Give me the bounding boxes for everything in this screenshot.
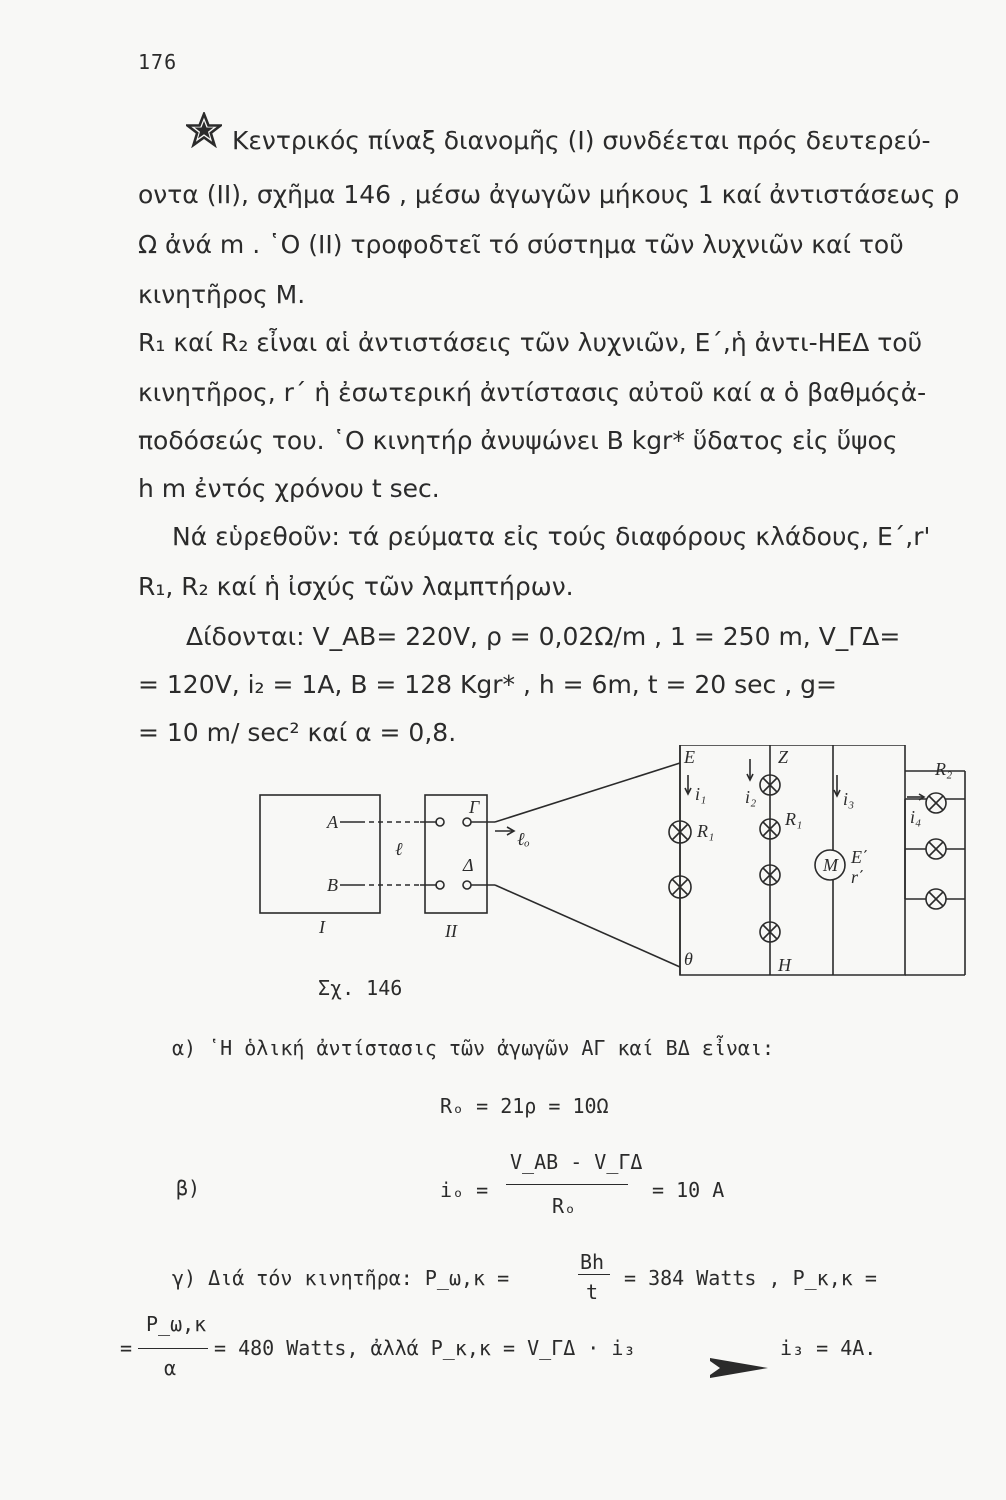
text-line-12: = 120V, i₂ = 1A, B = 128 Kgr* , h = 6m, t = 20 sec , g= <box>138 670 837 699</box>
solution-a-text: α) ῾Η ὁλική ἀντίστασις τῶν ἀγωγῶν ΑΓ καί ΒΔ εἶναι: <box>172 1036 775 1060</box>
text-line-9: Νά εὑρεθοῦν: τά ρεύματα εἰς τούς διαφόρους κλάδους, Ε΄,r' <box>172 522 931 551</box>
label-R1-left: R₁ <box>697 821 715 841</box>
circuit-diagram <box>255 745 975 995</box>
text-line-3: Ω ἀνά m . ῾Ο (ΙΙ) τροφοδτεῖ τό σύστημα τῶν λυχνιῶν καί τοῦ <box>138 230 904 259</box>
label-motor-M: M <box>823 855 838 875</box>
label-Z: Z <box>778 747 789 767</box>
solution-d-rest: = 480 Watts, ἀλλά P_κ,κ = V_ΓΔ · i₃ <box>214 1336 636 1360</box>
label-i1: i₁ <box>695 784 707 804</box>
solution-b-fraction-bar <box>506 1184 628 1185</box>
solution-d-numerator: P_ω,κ <box>146 1312 207 1336</box>
label-B: B <box>327 875 338 895</box>
label-I: I <box>319 917 325 937</box>
label-i3: i₃ <box>843 789 855 809</box>
label-r-prime: r΄ <box>851 867 864 887</box>
panel-I-box <box>260 795 380 913</box>
text-line-2: οντα (ΙΙ), σχῆμα 146 , μέσω ἀγωγῶν μήκους 1 καί ἀντιστάσεως ρ <box>138 180 960 209</box>
solution-b-denominator: Rₒ <box>552 1194 577 1218</box>
solution-c-text: γ) Διά τόν κινητῆρα: P_ω,κ = <box>172 1266 510 1290</box>
label-gamma: Γ <box>469 797 480 817</box>
star-icon <box>186 112 222 148</box>
label-E: E <box>684 747 695 767</box>
solution-d-fraction-bar <box>138 1348 208 1349</box>
text-line-11: Δίδονται: V_AB= 220V, ρ = 0,02Ω/m , 1 = 250 m, V_ΓΔ= <box>186 622 901 651</box>
text-line-6: κινητῆρος, r΄ ἡ ἐσωτερική ἀντίστασις αὐτοῦ καί α ὁ βαθμόςἀ- <box>138 378 927 407</box>
label-delta: Δ <box>463 855 474 875</box>
solution-c-denominator: t <box>586 1280 599 1304</box>
page-number: 176 <box>138 50 178 74</box>
implies-arrow-icon <box>710 1358 768 1378</box>
label-l0: ℓₒ <box>517 829 530 849</box>
solution-a-equation: Rₒ = 21ρ = 10Ω <box>440 1094 609 1118</box>
label-A: A <box>327 812 338 832</box>
solution-b-rhs: = 10 A <box>652 1178 725 1202</box>
label-E-prime: E΄ <box>851 847 868 867</box>
solution-b-numerator: V_AB - V_ΓΔ <box>510 1150 643 1174</box>
figure-caption: Σχ. 146 <box>318 976 403 1000</box>
label-theta: θ <box>684 949 693 969</box>
label-R2: R₂ <box>935 759 953 779</box>
text-line-4: κινητῆρος Μ. <box>138 280 306 309</box>
solution-b-lhs: iₒ = <box>440 1178 489 1202</box>
label-i2: i₂ <box>745 787 757 807</box>
text-line-8: h m ἐντός χρόνου t sec. <box>138 474 440 503</box>
text-line-5: R₁ καί R₂ εἶναι αἱ ἀντιστάσεις τῶν λυχνιῶν, Ε΄,ἡ ἀντι-ΗΕΔ τοῦ <box>138 328 923 357</box>
label-l: ℓ <box>395 839 403 859</box>
label-i4: i₄ <box>910 807 922 827</box>
solution-c-fraction-bar <box>578 1274 610 1275</box>
label-R1-right: R₁ <box>785 809 803 829</box>
solution-d-equals: = <box>120 1336 133 1360</box>
text-line-7: ποδόσεώς του. ῾Ο κινητήρ ἀνυψώνει Β kgr* ὕδατος εἰς ὕψος <box>138 426 898 455</box>
label-II: II <box>445 921 457 941</box>
text-line-1: Κεντρικός πίναξ διανομῆς (Ι) συνδέεται πρός δευτερεύ- <box>232 126 931 155</box>
text-line-13: = 10 m/ sec² καί α = 0,8. <box>138 718 457 747</box>
solution-d-result: i₃ = 4A. <box>780 1336 877 1360</box>
solution-c-rest: = 384 Watts , P_κ,κ = <box>624 1266 877 1290</box>
solution-b-label: β) <box>176 1176 201 1200</box>
solution-d-denominator: α <box>164 1356 177 1380</box>
text-line-10: R₁, R₂ καί ἡ ἰσχύς τῶν λαμπτήρων. <box>138 572 574 601</box>
solution-c-numerator: Bh <box>580 1250 605 1274</box>
label-H: H <box>778 955 791 975</box>
